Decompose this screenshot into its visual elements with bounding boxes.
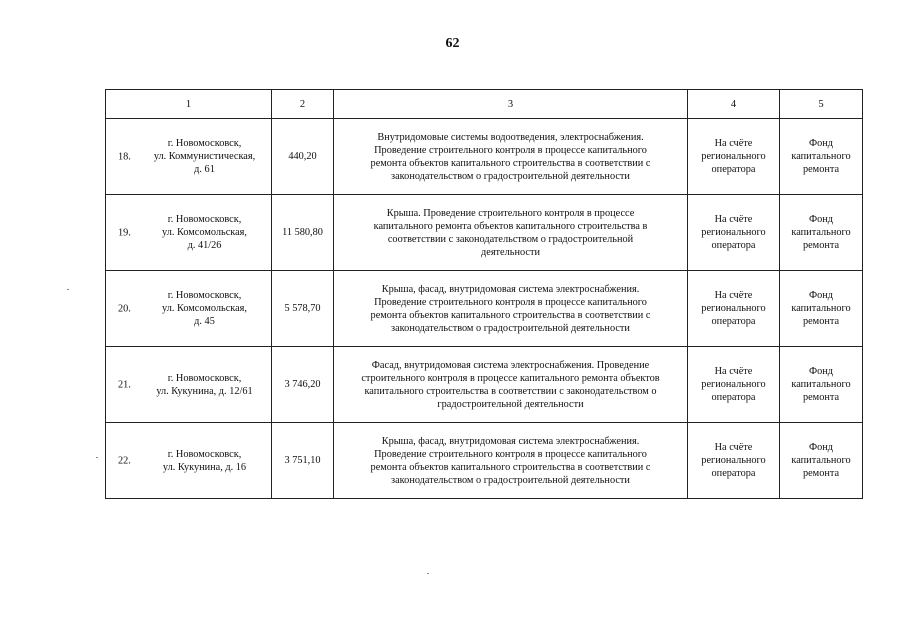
address-cell (106, 271, 272, 347)
column-header: 1 (106, 90, 272, 119)
account-cell: На счёте регионального оператора (688, 271, 780, 347)
funding-source-cell: Фонд капитального ремонта (780, 195, 863, 271)
scan-speck (427, 573, 429, 574)
address-cell (106, 195, 272, 271)
address-text: г. Новомосковск, ул. Коммунистическая, д. 61 (153, 138, 256, 175)
row-number: 20. (118, 303, 131, 314)
table-row (106, 271, 863, 347)
cost-cell: 3 746,20 (272, 347, 334, 423)
work-description-cell: Крыша, фасад, внутридомовая система электроснабжения. Проведение строительного контроля в процессе капитального ремонта объектов капитального строительства в соответствии с законодательством о градостроительной деятельности (334, 423, 688, 499)
work-description-cell: Фасад, внутридомовая система электроснабжения. Проведение строительного контроля в процессе капитального ремонта объектов капитального строительства в соответствии с законодательством о градостроительной деятельности (334, 347, 688, 423)
column-header: 2 (272, 90, 334, 119)
row-number: 21. (118, 379, 131, 390)
table-row (106, 347, 863, 423)
column-header: 4 (688, 90, 780, 119)
account-cell: На счёте регионального оператора (688, 119, 780, 195)
cost-cell: 5 578,70 (272, 271, 334, 347)
funding-source-cell: Фонд капитального ремонта (780, 271, 863, 347)
cost-cell: 440,20 (272, 119, 334, 195)
funding-source-cell: Фонд капитального ремонта (780, 119, 863, 195)
address-cell (106, 423, 272, 499)
address-text: г. Новомосковск, ул. Кукунина, д. 12/61 (156, 372, 253, 397)
account-cell: На счёте регионального оператора (688, 195, 780, 271)
scan-speck (67, 289, 69, 290)
row-number: 19. (118, 227, 131, 238)
address-text: г. Новомосковск, ул. Кукунина, д. 16 (162, 448, 247, 473)
cost-cell: 11 580,80 (272, 195, 334, 271)
funding-source-cell: Фонд капитального ремонта (780, 347, 863, 423)
funding-source-cell: Фонд капитального ремонта (780, 423, 863, 499)
account-cell: На счёте регионального оператора (688, 347, 780, 423)
account-cell: На счёте регионального оператора (688, 423, 780, 499)
works-table (105, 89, 863, 499)
row-number: 18. (118, 151, 131, 162)
row-number: 22. (118, 455, 131, 466)
table-header-row (106, 90, 863, 119)
address-text: г. Новомосковск, ул. Комсомольская, д. 45 (162, 290, 247, 327)
work-description-cell: Крыша, фасад, внутридомовая система электроснабжения. Проведение строительного контроля в процессе капитального ремонта объектов капитального строительства в соответствии с законодательством о градостроительной деятельности (334, 271, 688, 347)
table-row (106, 195, 863, 271)
column-header: 5 (780, 90, 863, 119)
work-description-cell: Крыша. Проведение строительного контроля в процессе капитального ремонта объектов капитального строительства в соответствии с законодательством о градостроительной деятельности (334, 195, 688, 271)
address-cell (106, 347, 272, 423)
scan-speck (96, 457, 98, 458)
address-text: г. Новомосковск, ул. Комсомольская, д. 41/26 (162, 214, 247, 251)
column-header: 3 (334, 90, 688, 119)
table-row (106, 423, 863, 499)
work-description-cell: Внутридомовые системы водоотведения, электроснабжения. Проведение строительного контроля в процессе капитального ремонта объектов капитального строительства в соответствии с законодательством о градостроительной деятельности (334, 119, 688, 195)
page-number: 62 (445, 36, 460, 51)
address-cell (106, 119, 272, 195)
cost-cell: 3 751,10 (272, 423, 334, 499)
table-row (106, 119, 863, 195)
